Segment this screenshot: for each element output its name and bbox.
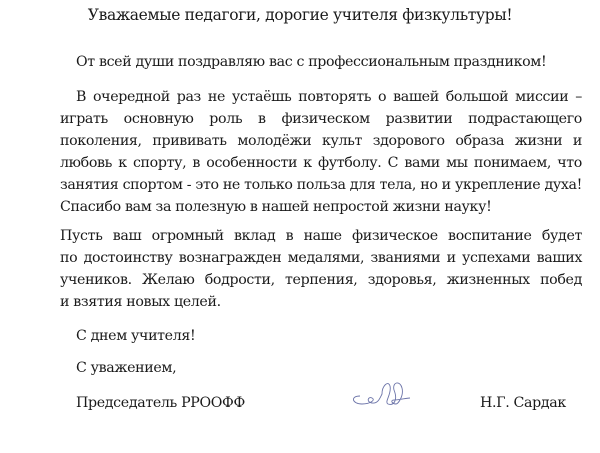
greeting: От всей души поздравляю вас с профессиональным праздником! [76, 54, 547, 70]
handwritten-signature [348, 376, 410, 412]
paragraph2-line: Пусть ваш огромный вклад в наше физическое воспитание будет [60, 228, 582, 244]
signer-position: Председатель РРООФФ [76, 395, 245, 411]
closing-regards: С уважением, [76, 360, 177, 376]
letter-title: Уважаемые педагоги, дорогие учителя физкультуры! [87, 6, 513, 24]
closing-greeting: С днем учителя! [76, 328, 196, 344]
signer-name: Н.Г. Сардак [480, 395, 566, 411]
paragraph1-line: Спасибо вам за полезную в нашей непростой жизни науку! [60, 199, 492, 215]
paragraph1-line: занятия спортом - это не только польза для тела, но и укрепление духа! [60, 177, 582, 193]
paragraph2-line: и взятия новых целей. [60, 294, 221, 310]
paragraph1-line: В очередной раз не устаёшь повторять о вашей большой миссии – [76, 89, 582, 105]
paragraph2-line: учеников. Желаю бодрости, терпения, здоровья, жизненных побед [60, 272, 582, 288]
paragraph1-line: любовь к спорту, в особенности к футболу. С вами мы понимаем, что [60, 155, 582, 171]
paragraph1-line: играть основную роль в физическом развитии подрастающего [60, 111, 582, 127]
paragraph1-line: поколения, прививать молодёжи культ здорового образа жизни и [60, 133, 582, 149]
paragraph2-line: по достоинству вознагражден медалями, званиями и успехами ваших [60, 250, 582, 266]
